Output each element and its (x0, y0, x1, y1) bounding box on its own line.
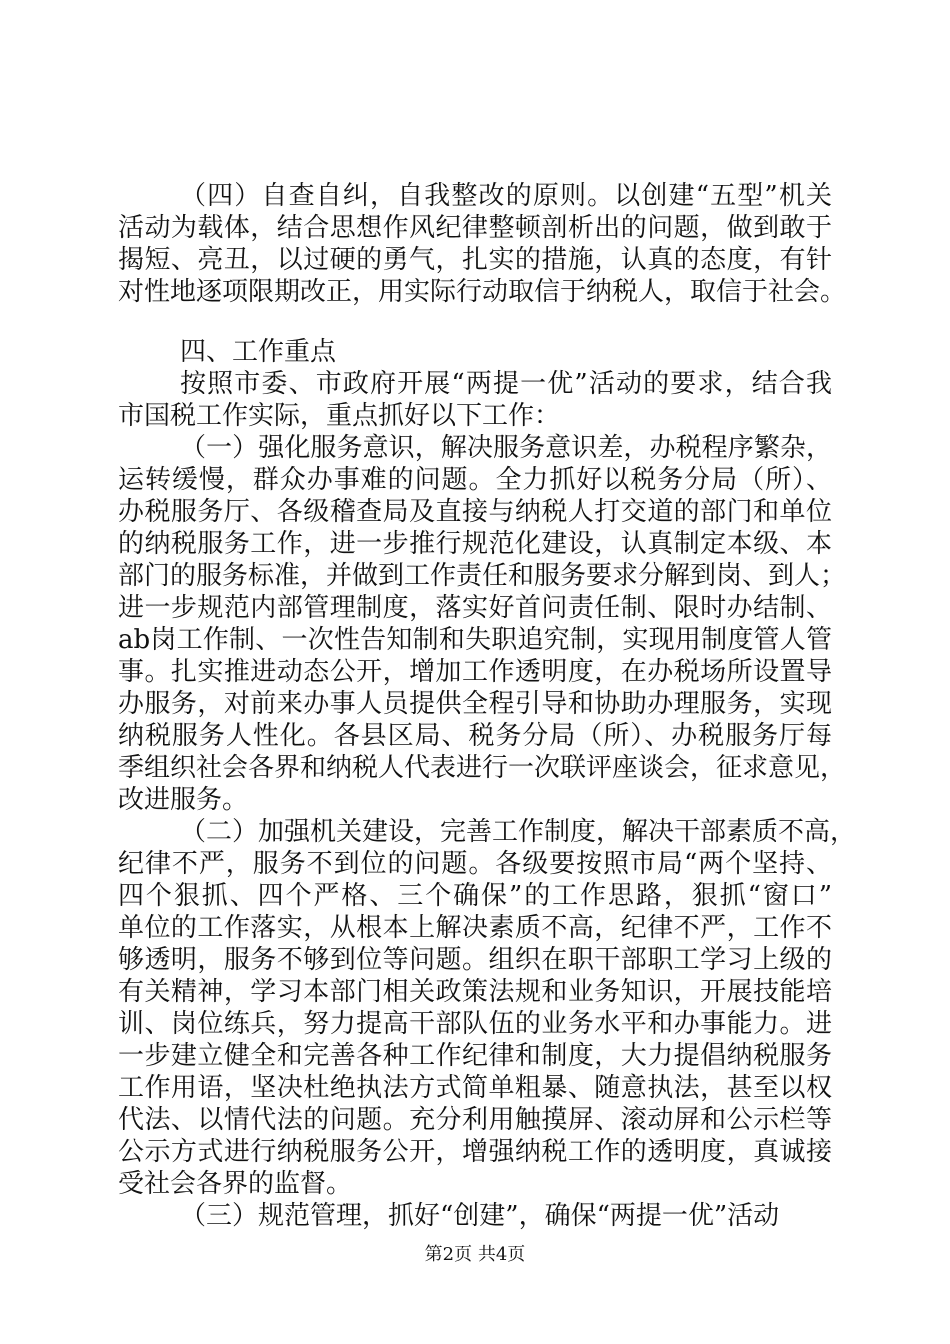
text-line: 活动为载体，结合思想作风纪律整顿剖析出的问题，做到敢于 (118, 213, 832, 243)
text-line: 进一步规范内部管理制度，落实好首问责任制、限时办结制、 (118, 593, 832, 623)
text-line: 纳税服务人性化。各县区局、税务分局（所）、办税服务厅每 (118, 721, 832, 751)
text-line: （四）自查自纠，自我整改的原则。以创建“五型”机关 (180, 181, 832, 211)
text-line: 受社会各界的监督。 (118, 1169, 353, 1199)
text-line: 的纳税服务工作，进一步推行规范化建设，认真制定本级、本 (118, 529, 832, 559)
text-line: 事。扎实推进动态公开，增加工作透明度，在办税场所设置导 (118, 657, 832, 687)
text-line: 四个狠抓、四个严格、三个确保”的工作思路，狠抓“窗口” (118, 881, 832, 911)
text-line: 运转缓慢，群众办事难的问题。全力抓好以税务分局（所）、 (118, 465, 832, 495)
text-line: 四、工作重点 (180, 337, 337, 367)
text-line: 市国税工作实际，重点抓好以下工作： (118, 401, 561, 431)
text-line: 单位的工作落实，从根本上解决素质不高，纪律不严，工作不 (118, 913, 832, 943)
text-line: 揭短、亮丑，以过硬的勇气，扎实的措施，认真的态度，有针 (118, 245, 832, 275)
text-line: 一步建立健全和完善各种工作纪律和制度，大力提倡纳税服务 (118, 1041, 832, 1071)
page-footer: 第2页 共4页 (424, 1244, 526, 1265)
text-line: 季组织社会各界和纳税人代表进行一次联评座谈会，征求意见， (118, 753, 847, 783)
text-line: 工作用语，坚决杜绝执法方式简单粗暴、随意执法，甚至以权 (118, 1073, 832, 1103)
text-line: 办税服务厅、各级稽查局及直接与纳税人打交道的部门和单位 (118, 497, 832, 527)
text-line: 公示方式进行纳税服务公开，增强纳税工作的透明度，真诚接 (118, 1137, 832, 1167)
text-line: （一）强化服务意识，解决服务意识差，办税程序繁杂， (180, 433, 832, 463)
text-line: 按照市委、市政府开展“两提一优”活动的要求，结合我 (180, 369, 832, 399)
text-line: ab岗工作制、一次性告知制和失职追究制，实现用制度管人管 (118, 625, 832, 655)
text-line: 够透明，服务不够到位等问题。组织在职干部职工学习上级的 (118, 945, 832, 975)
text-line: 办服务，对前来办事人员提供全程引导和协助办理服务，实现 (118, 689, 832, 719)
text-line: 训、岗位练兵，努力提高干部队伍的业务水平和办事能力。进 (118, 1009, 832, 1039)
text-line: 代法、以情代法的问题。充分利用触摸屏、滚动屏和公示栏等 (118, 1105, 832, 1135)
text-line: （三）规范管理，抓好“创建”，确保“两提一优”活动 (180, 1201, 780, 1231)
text-line: 有关精神，学习本部门相关政策法规和业务知识，开展技能培 (118, 977, 832, 1007)
text-line: 部门的服务标准，并做到工作责任和服务要求分解到岗、到人； (118, 561, 847, 591)
text-line: 改进服务。 (118, 785, 249, 815)
text-line: （二）加强机关建设，完善工作制度，解决干部素质不高， (180, 817, 857, 847)
text-line: 对性地逐项限期改正，用实际行动取信于纳税人，取信于社会。 (118, 277, 847, 307)
text-line: 纪律不严，服务不到位的问题。各级要按照市局“两个坚持、 (118, 849, 832, 879)
